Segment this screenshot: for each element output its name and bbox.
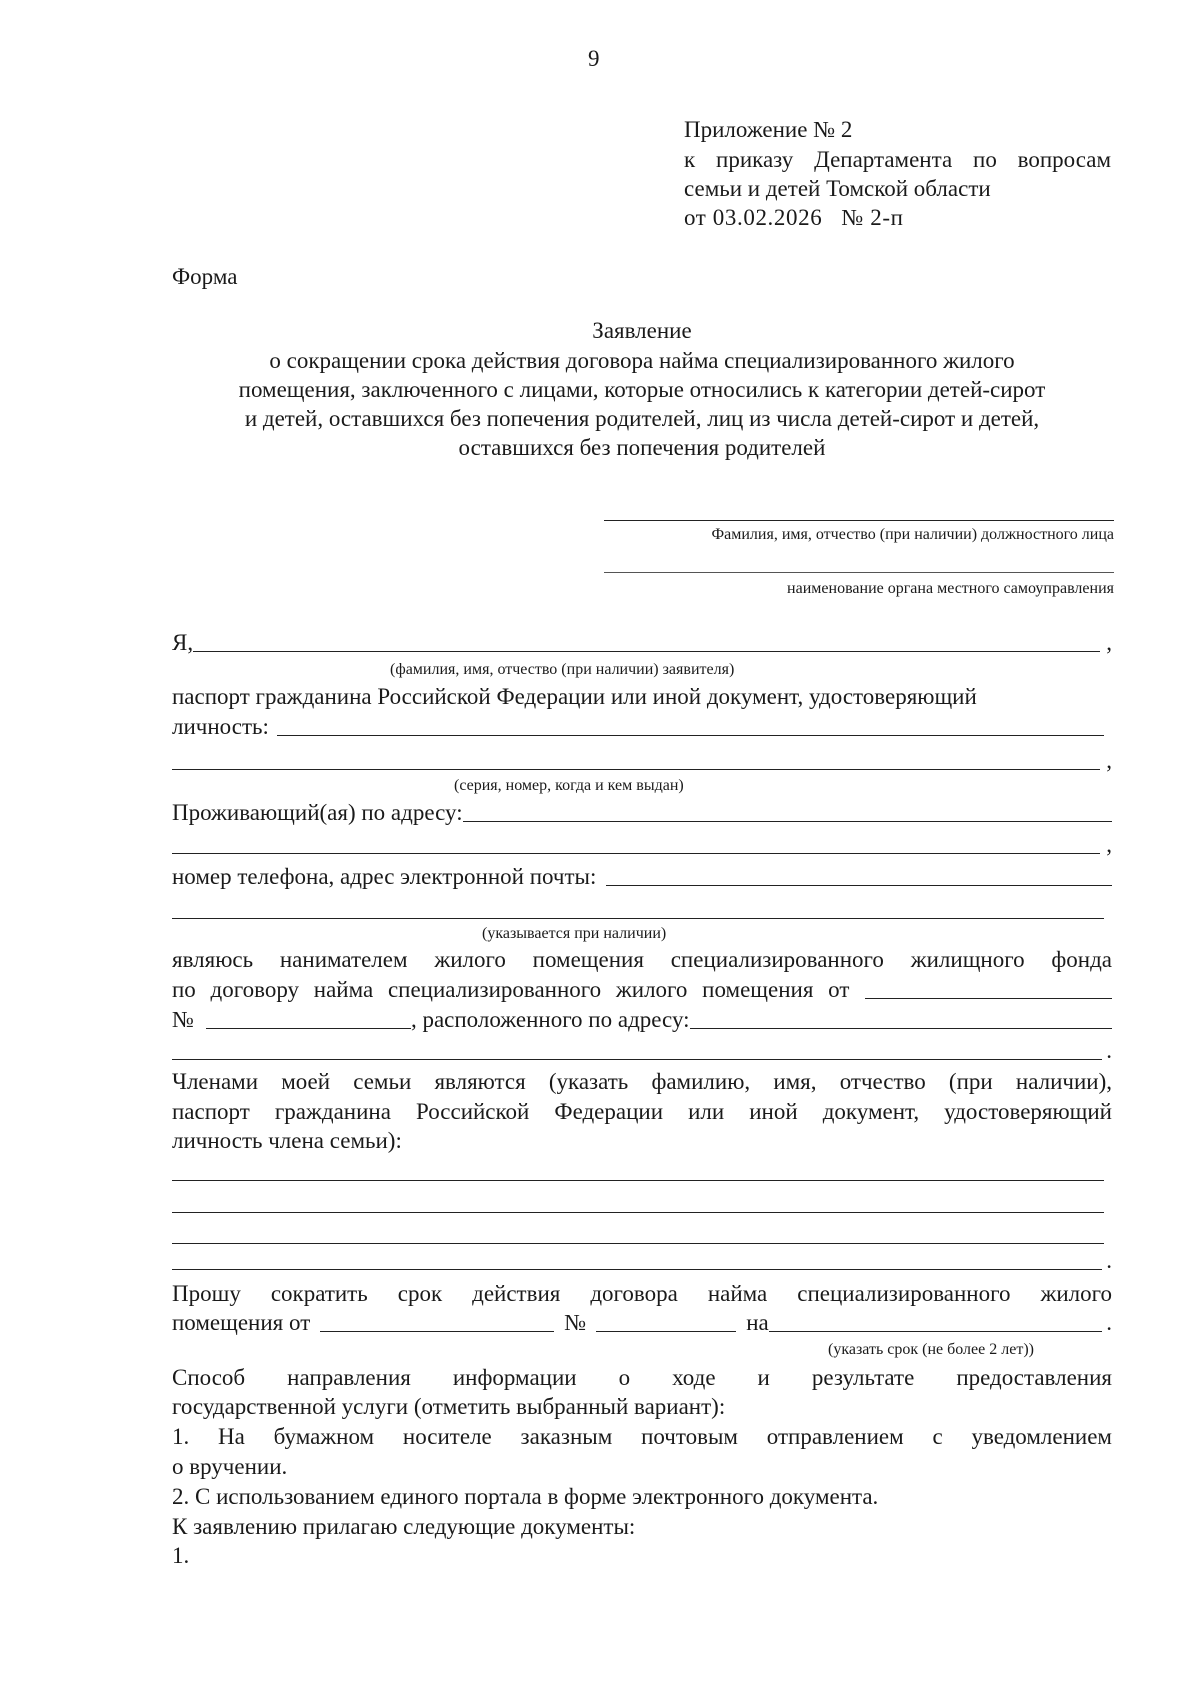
family-member-field-3[interactable] bbox=[172, 1243, 1104, 1244]
applicant-name-caption: (фамилия, имя, отчество (при наличии) заявителя) bbox=[390, 661, 735, 678]
delivery-line1: Способ направления информации о ходе и результате предоставления bbox=[172, 1365, 1112, 1390]
passport-field-2[interactable] bbox=[172, 769, 1100, 770]
address-comma: , bbox=[1106, 832, 1112, 857]
contract-date-field[interactable] bbox=[865, 998, 1112, 999]
address-row bbox=[172, 798, 1112, 828]
tenancy-row2 bbox=[172, 975, 1112, 1005]
address-label: Проживающий(ая) по адресу: bbox=[172, 800, 463, 825]
title-line3: и детей, оставшихся без попечения родителей, лиц из числа детей-сирот и детей, bbox=[244, 406, 1040, 431]
delivery-line2: государственной услуги (отметить выбранный вариант): bbox=[172, 1394, 726, 1419]
request-on-label: на bbox=[746, 1310, 769, 1335]
request-contract-number-field[interactable] bbox=[596, 1331, 736, 1332]
tenancy-dot: . bbox=[1106, 1038, 1112, 1063]
tenancy-row4 bbox=[172, 1036, 1112, 1066]
title-line1: о сокращении срока действия договора найма специализированного жилого bbox=[269, 348, 1015, 373]
delivery-option-1-line1[interactable]: 1. На бумажном носителе заказным почтовым отправлением с уведомлением bbox=[172, 1424, 1112, 1449]
request-row2 bbox=[172, 1308, 1112, 1338]
property-address-field-2[interactable] bbox=[172, 1059, 1102, 1060]
request-line1: Прошу сократить срок действия договора найма специализированного жилого bbox=[172, 1281, 1112, 1306]
form-label: Форма bbox=[172, 264, 238, 289]
passport-comma: , bbox=[1106, 748, 1112, 773]
contract-no-label: № bbox=[172, 1007, 194, 1032]
appendix-line2: к приказу Департамента по вопросам bbox=[684, 147, 1111, 172]
request-term-field[interactable] bbox=[769, 1331, 1103, 1332]
authority-name-caption: наименование органа местного самоуправления bbox=[787, 580, 1114, 597]
family-member-field-4[interactable] bbox=[172, 1269, 1102, 1270]
attachment-item-1: 1. bbox=[172, 1543, 190, 1568]
contact-caption: (указывается при наличии) bbox=[482, 925, 667, 942]
contact-label: номер телефона, адрес электронной почты: bbox=[172, 864, 597, 889]
family-row4 bbox=[172, 1246, 1112, 1276]
family-dot: . bbox=[1106, 1248, 1112, 1273]
request-no-label: № bbox=[564, 1310, 587, 1335]
request-term-caption: (указать срок (не более 2 лет)) bbox=[828, 1341, 1034, 1358]
contract-number-field[interactable] bbox=[206, 1028, 411, 1029]
tenancy-located: , расположенного по адресу: bbox=[410, 1007, 690, 1032]
family-line2: паспорт гражданина Российской Федерации или иной документ, удостоверяющий bbox=[172, 1099, 1112, 1124]
applicant-prefix: Я, bbox=[172, 630, 194, 655]
request-contract-date-field[interactable] bbox=[320, 1331, 554, 1332]
passport-row2 bbox=[172, 746, 1112, 776]
applicant-name-field[interactable] bbox=[193, 651, 1100, 652]
delivery-option-2[interactable]: 2. С использованием единого портала в форме электронного документа. bbox=[172, 1484, 879, 1509]
tenancy-line1: являюсь нанимателем жилого помещения специализированного жилищного фонда bbox=[172, 947, 1112, 972]
official-name-field[interactable] bbox=[604, 520, 1114, 521]
address-row2 bbox=[172, 830, 1112, 860]
address-field-2[interactable] bbox=[172, 853, 1100, 854]
appendix-line1: Приложение № 2 bbox=[684, 117, 853, 142]
request-from-label: помещения от bbox=[172, 1310, 311, 1335]
family-line3: личность члена семьи): bbox=[172, 1128, 402, 1153]
property-address-field[interactable] bbox=[690, 1028, 1112, 1029]
appendix-line3: семьи и детей Томской области bbox=[684, 176, 991, 201]
address-field[interactable] bbox=[463, 821, 1112, 822]
applicant-comma: , bbox=[1106, 630, 1112, 655]
contact-field[interactable] bbox=[606, 885, 1112, 886]
contact-field-2[interactable] bbox=[172, 918, 1104, 919]
page-number: 9 bbox=[588, 46, 600, 71]
title-line2: помещения, заключенного с лицами, которые относились к категории детей-сирот bbox=[238, 377, 1046, 402]
authority-name-field[interactable] bbox=[604, 572, 1114, 573]
tenancy-line2: по договору найма специализированного жилого помещения от bbox=[172, 977, 850, 1002]
passport-row bbox=[172, 712, 1104, 742]
tenancy-row3 bbox=[172, 1005, 1112, 1035]
passport-label: личность: bbox=[172, 714, 269, 739]
family-member-field-1[interactable] bbox=[172, 1180, 1104, 1181]
contact-row bbox=[172, 862, 1112, 892]
passport-field[interactable] bbox=[277, 735, 1104, 736]
delivery-option-1-line2: о вручении. bbox=[172, 1454, 288, 1479]
family-member-field-2[interactable] bbox=[172, 1212, 1104, 1213]
family-line1: Членами моей семьи являются (указать фамилию, имя, отчество (при наличии), bbox=[172, 1069, 1112, 1094]
official-name-caption: Фамилия, имя, отчество (при наличии) должностного лица bbox=[711, 526, 1114, 543]
appendix-line4: от 03.02.2026 № 2-п bbox=[684, 205, 904, 230]
request-dot: . bbox=[1106, 1310, 1112, 1335]
title-line4: оставшихся без попечения родителей bbox=[458, 435, 826, 460]
title-heading: Заявление bbox=[592, 318, 692, 343]
passport-caption: (серия, номер, когда и кем выдан) bbox=[454, 777, 684, 794]
attachments-label: К заявлению прилагаю следующие документы: bbox=[172, 1514, 636, 1539]
passport-line1: паспорт гражданина Российской Федерации или иной документ, удостоверяющий bbox=[172, 684, 977, 709]
applicant-name-row bbox=[172, 628, 1112, 658]
